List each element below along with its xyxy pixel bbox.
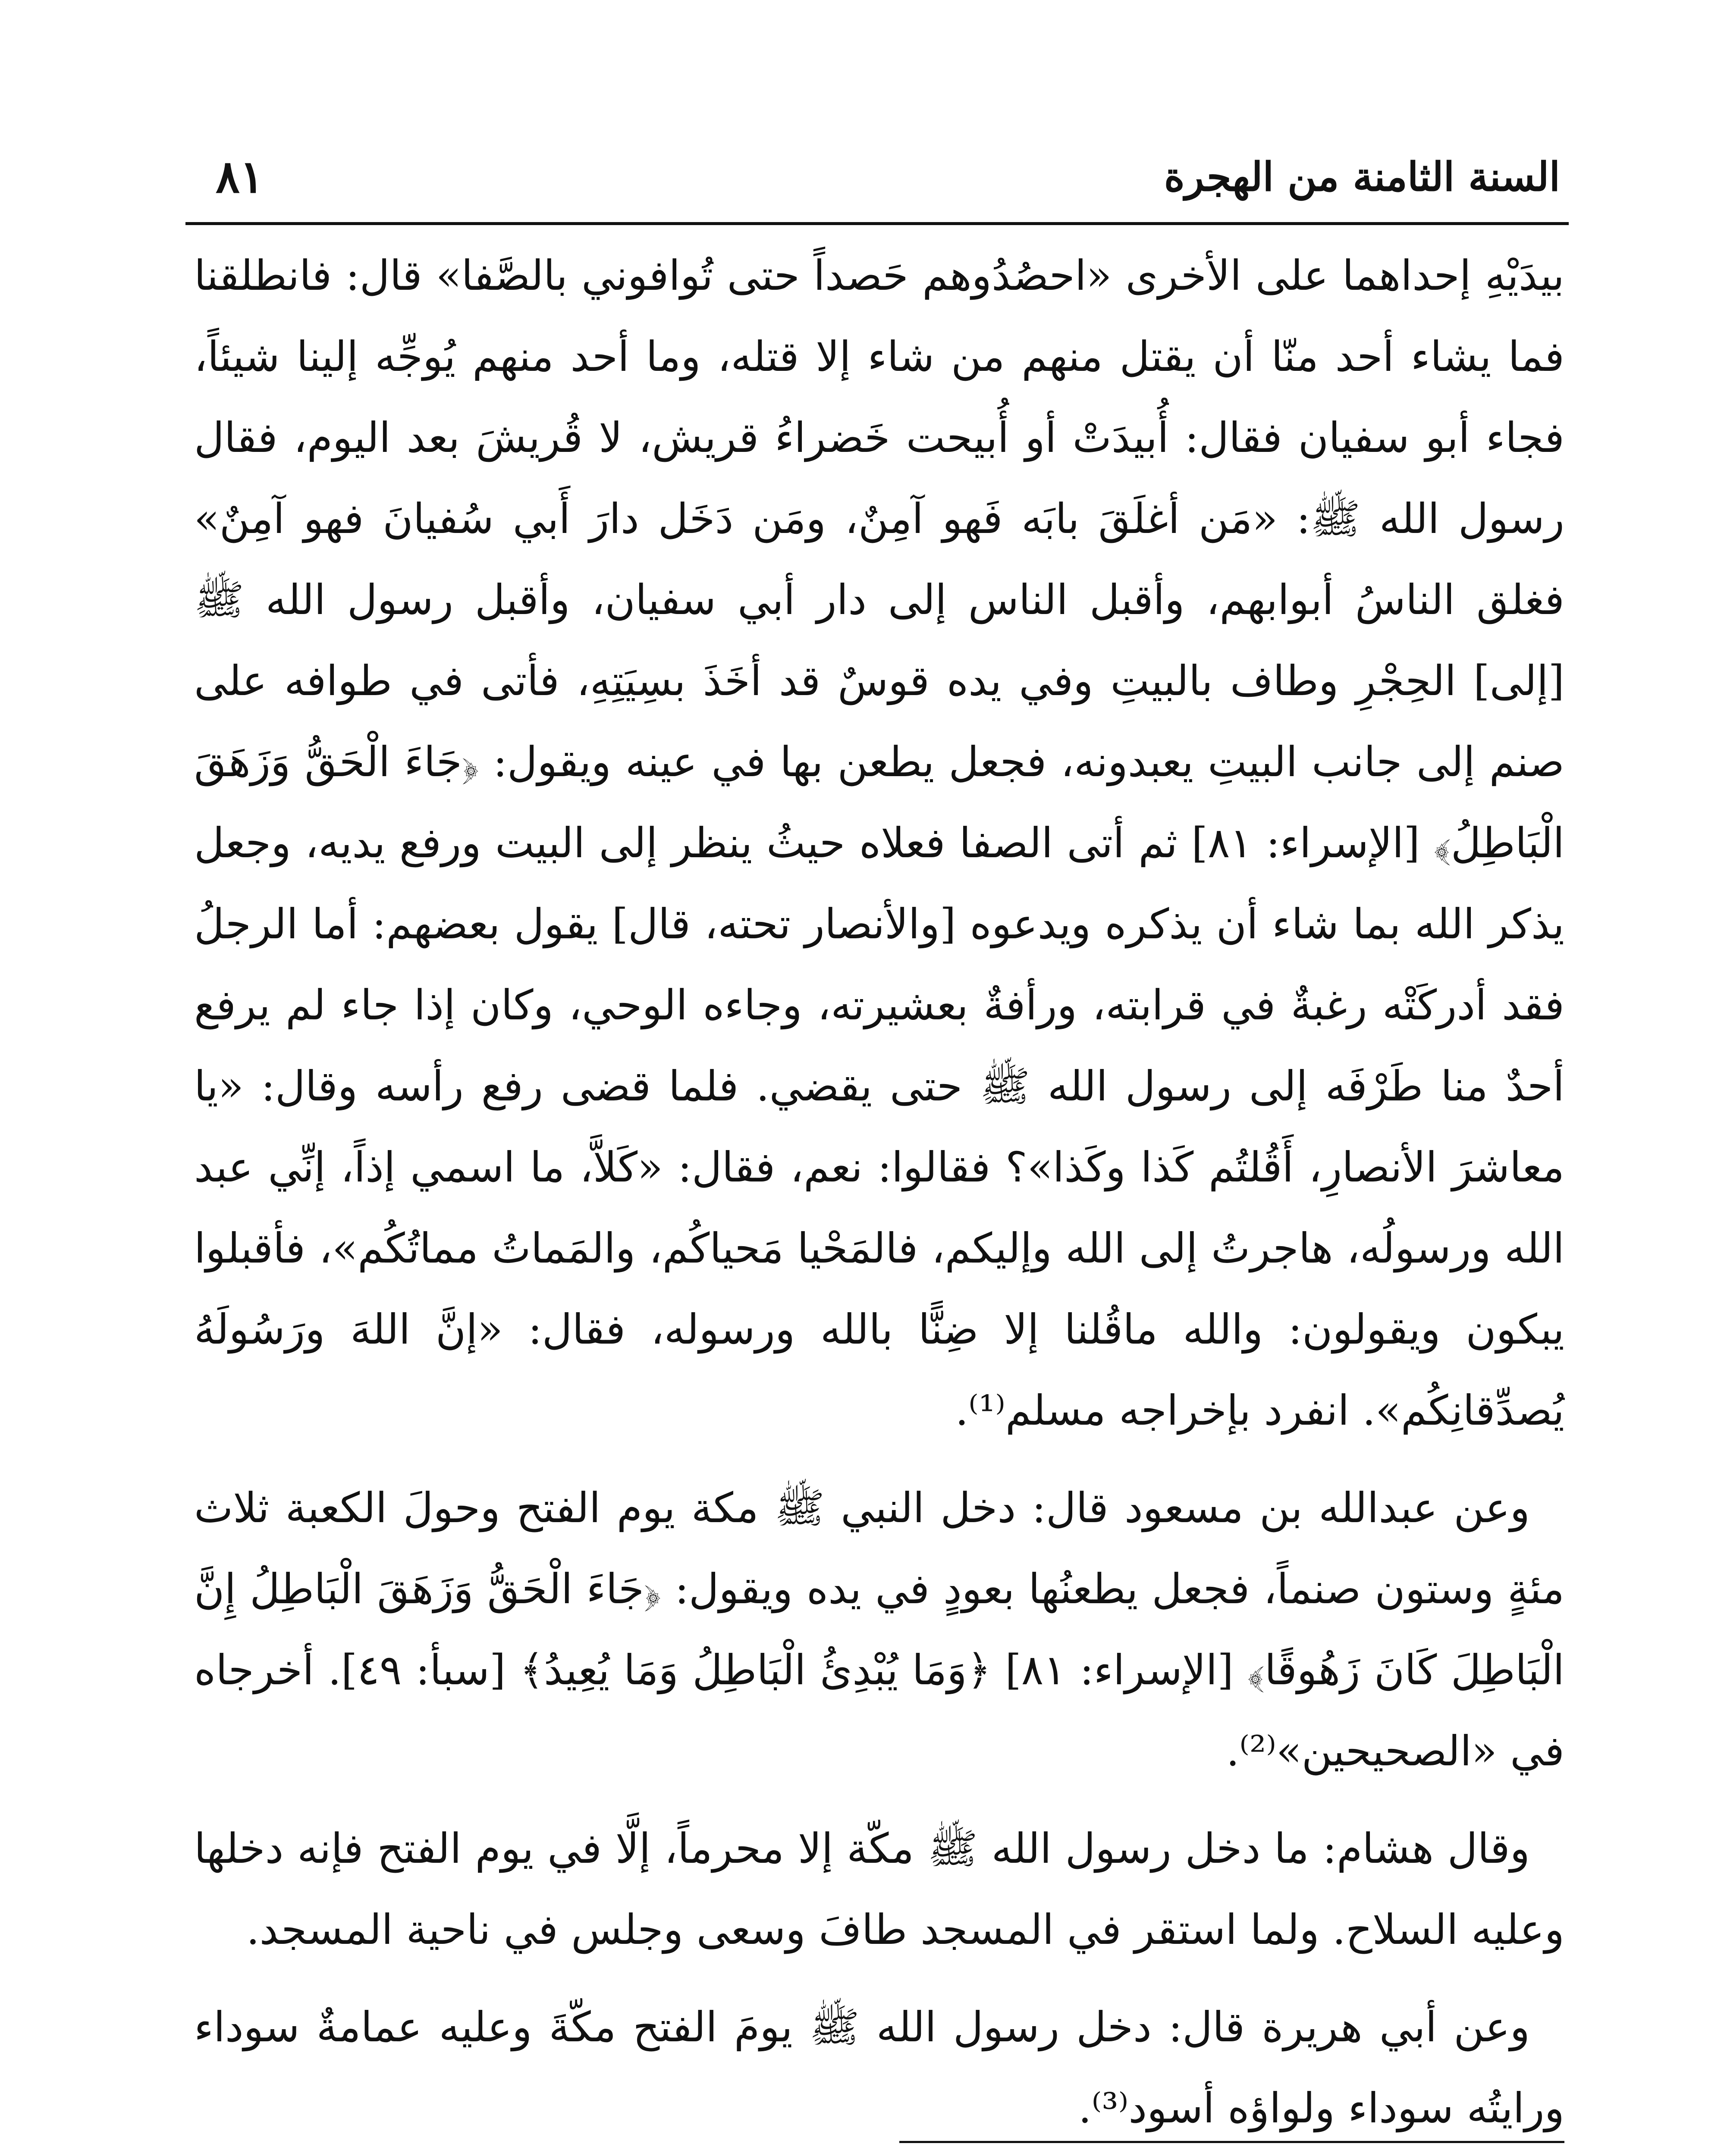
paragraph-1: بيدَيْهِ إحداهما على الأخرى «احصُدُوهم حَصداً حتى تُوافوني بالصَّفا» قال: فانطلقنا فما يشاء أحد منّا أن يقتل منهم من شاء إلا قتله، وما أحد منهم يُوجِّه إلينا شيئاً، فجاء أبو سفيان فقال: أُبيدَتْ أو أُبيحت خَضراءُ قريش، لا قُريشَ بعد اليوم، فقال رسول الله ﷺ: «مَن أغلَقَ بابَه فَهو آمِنٌ، ومَن دَخَل دارَ أَبي سُفيانَ فهو آمِنٌ» فغلق الناسُ أبوابهم، وأقبل الناس إلى دار أبي سفيان، وأقبل رسول الله ﷺ [إلى] الحِجْرِ وطاف بالبيتِ وفي يده قوسٌ قد أخَذَ بسِيَتِهِ، فأتى في طوافه على صنم إلى جانب البيتِ يعبدونه، فجعل يطعن بها في عينه ويقول: ﴿جَاءَ الْحَقُّ وَزَهَقَ الْبَاطِلُ﴾ [الإسراء: ٨١] ثم أتى الصفا فعلاه حيثُ ينظر إلى البيت ورفع يديه، وجعل يذكر الله بما شاء أن يذكره ويدعوه [والأنصار تحته، قال] يقول بعضهم: أما الرجلُ فقد أدركَتْه رغبةٌ في قرابته، ورأفةٌ بعشيرته، وجاءه الوحي، وكان إذا جاء لم يرفع أحدٌ منا طَرْفَه إلى رسول الله ﷺ حتى يقضي. فلما قضى رفع رأسه وقال: «يا معاشرَ الأنصارِ، أَقُلتُم كَذا وكَذا»؟ فقالوا: نعم، فقال: «كَلاَّ، ما اسمي إذاً، إنِّي عبد الله ورسولُه، هاجرتُ إلى الله وإليكم، فالمَحْيا مَحياكُم، والمَماتُ مماتُكُم»، فأقبلوا يبكون ويقولون: والله ماقُلنا إلا ضِنًّا بالله ورسوله، فقال: «إنَّ اللهَ ورَسُولَهُ يُصدِّقانِكُم». انفرد بإخراجه مسلم⁽¹⁾.: [194, 251, 1565, 1435]
paragraph-4: وعن أبي هريرة قال: دخل رسول الله ﷺ يومَ الفتح مكّةَ وعليه عمامةٌ سوداء ورايتُه سوداء ولواؤه أسود⁽³⁾.: [194, 2003, 1564, 2132]
header-rule: [185, 222, 1569, 225]
running-title: السنة الثامنة من الهجرة: [1164, 154, 1560, 200]
paragraph-3: وقال هشام: ما دخل رسول الله ﷺ مكّة إلا محرماً، إلَّا في يوم الفتح فإنه دخلها وعليه السلاح. ولما استقر في المسجد طافَ وسعى وجلس في ناحية المسجد.: [194, 1824, 1564, 1954]
paragraph-2: وعن عبدالله بن مسعود قال: دخل النبي ﷺ مكة يوم الفتح وحولَ الكعبة ثلاث مئةٍ وستون صنماً، فجعل يطعنُها بعودٍ في يده ويقول: ﴿جَاءَ الْحَقُّ وَزَهَقَ الْبَاطِلُ إِنَّ الْبَاطِلَ كَانَ زَهُوقًا﴾ [الإسراء: ٨١] ﴿وَمَا يُبْدِئُ الْبَاطِلُ وَمَا يُعِيدُ﴾ [سبأ: ٤٩]. أخرجاه في «الصحيحين»⁽²⁾.: [194, 1484, 1564, 1775]
page-header: [203, 142, 1560, 211]
main-text: [194, 235, 1564, 2156]
footnote-rule: [899, 2141, 1564, 2143]
page-number: ٨١: [216, 150, 264, 203]
